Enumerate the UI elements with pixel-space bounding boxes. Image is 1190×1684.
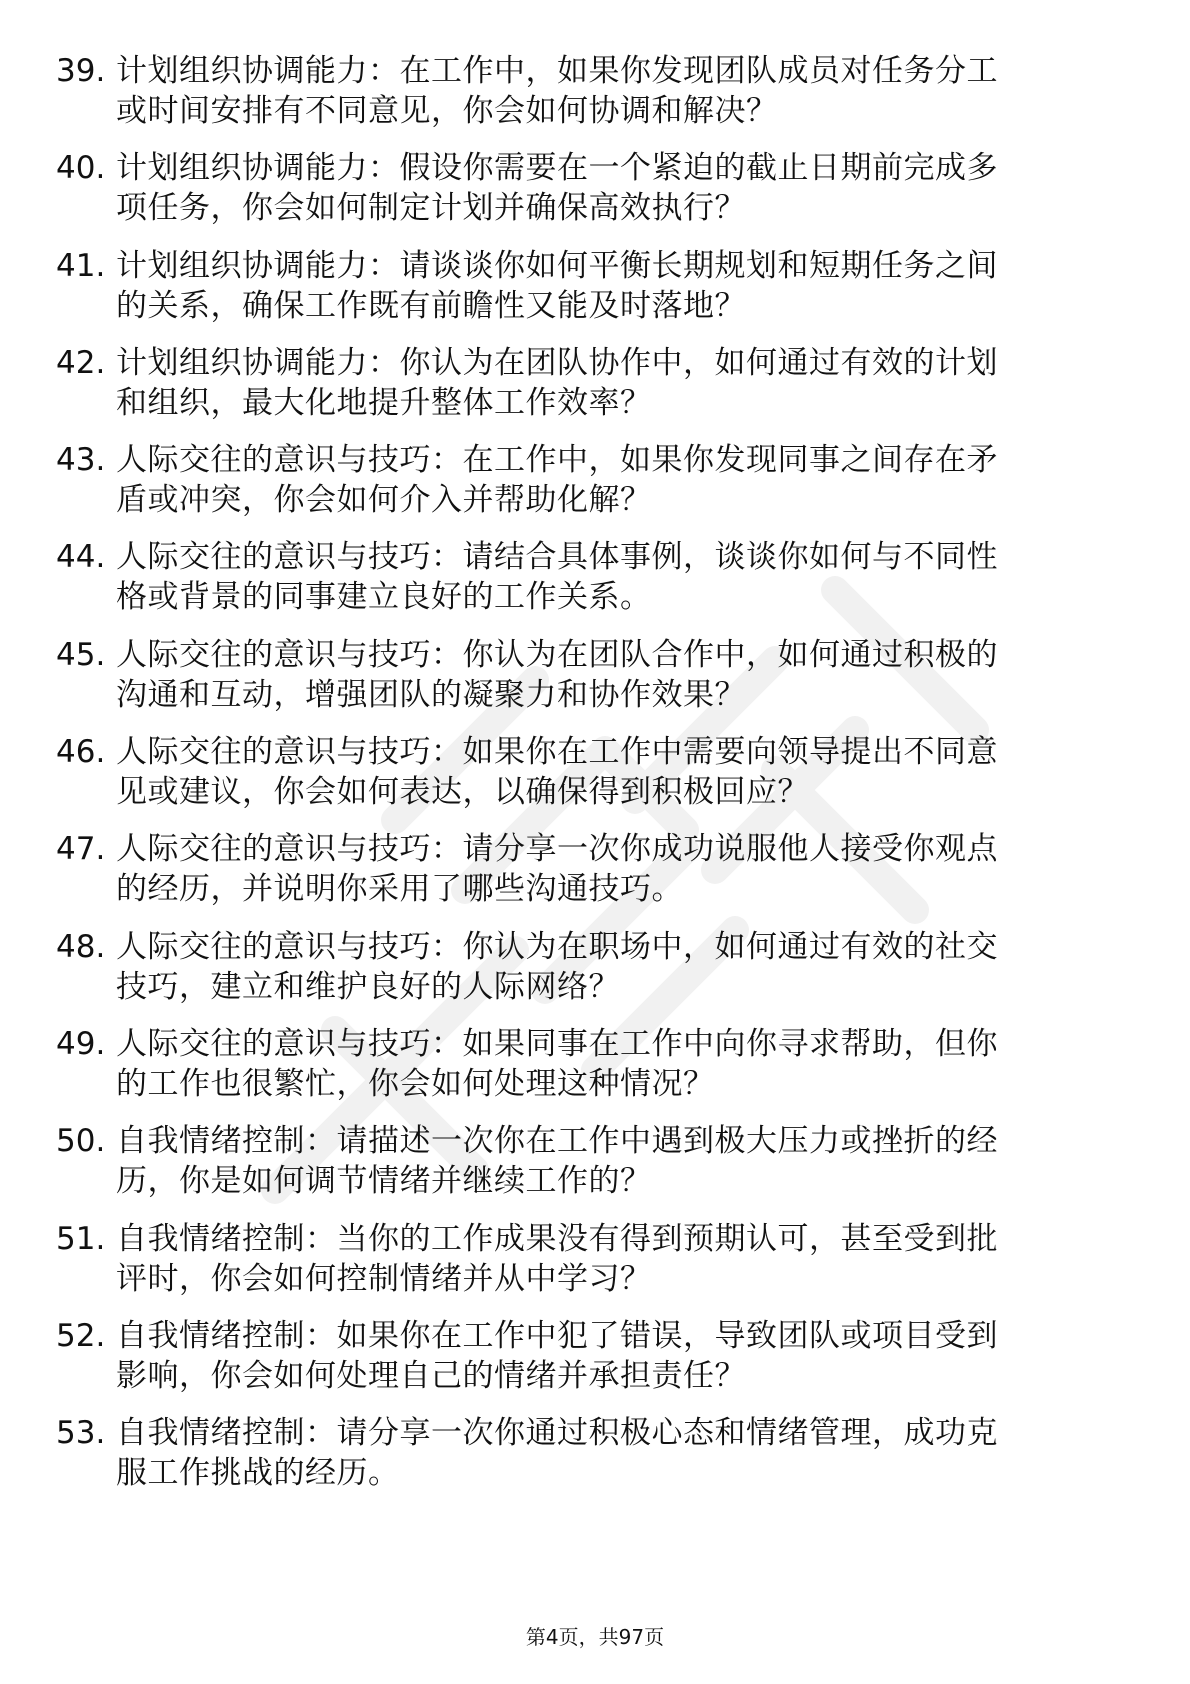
- question-text: 自我情绪控制：如果你在工作中犯了错误，导致团队或项目受到 影响，你会如何处理自己的情绪并承担责任？: [116, 1317, 998, 1394]
- question-text: 人际交往的意识与技巧：在工作中，如果你发现同事之间存在矛 盾或冲突，你会如何介入并帮助化解？: [116, 442, 998, 519]
- question-number: 49.: [56, 1025, 106, 1062]
- question-text: 人际交往的意识与技巧：你认为在职场中，如何通过有效的社交 技巧，建立和维护良好的人际网络？: [116, 928, 998, 1005]
- question-number: 52.: [56, 1317, 106, 1354]
- question-list: [0, 45, 1190, 1504]
- question-number: 43.: [56, 442, 106, 479]
- question-number: 41.: [56, 247, 106, 284]
- question-text: 人际交往的意识与技巧：如果你在工作中需要向领导提出不同意 见或建议，你会如何表达，以确保得到积极回应？: [116, 734, 998, 811]
- question-text: 人际交往的意识与技巧：请结合具体事例，谈谈你如何与不同性 格或背景的同事建立良好的工作关系。: [116, 539, 998, 616]
- question-text: 人际交往的意识与技巧：你认为在团队合作中，如何通过积极的 沟通和互动，增强团队的凝聚力和协作效果？: [116, 636, 998, 713]
- question-number: 46.: [56, 734, 106, 771]
- question-item: [0, 1213, 1190, 1310]
- question-text: 计划组织协调能力：请谈谈你如何平衡长期规划和短期任务之间 的关系，确保工作既有前瞻性又能及时落地？: [116, 247, 998, 324]
- question-text: 人际交往的意识与技巧：如果同事在工作中向你寻求帮助，但你 的工作也很繁忙，你会如何处理这种情况？: [116, 1025, 998, 1102]
- question-text: 人际交往的意识与技巧：请分享一次你成功说服他人接受你观点 的经历，并说明你采用了哪些沟通技巧。: [116, 831, 998, 908]
- question-item: [0, 1115, 1190, 1212]
- question-number: 40.: [56, 150, 106, 187]
- question-number: 48.: [56, 928, 106, 965]
- question-item: [0, 1018, 1190, 1115]
- question-text: 计划组织协调能力：你认为在团队协作中，如何通过有效的计划 和组织，最大化地提升整体工作效率？: [116, 344, 998, 421]
- question-item: [0, 726, 1190, 823]
- question-number: 47.: [56, 831, 106, 868]
- question-item: [0, 142, 1190, 239]
- question-text: 自我情绪控制：请分享一次你通过积极心态和情绪管理，成功克 服工作挑战的经历。: [116, 1415, 998, 1492]
- question-item: [0, 921, 1190, 1018]
- question-item: [0, 434, 1190, 531]
- question-text: 自我情绪控制：当你的工作成果没有得到预期认可，甚至受到批 评时，你会如何控制情绪并从中学习？: [116, 1220, 998, 1297]
- question-item: [0, 45, 1190, 142]
- question-text: 自我情绪控制：请描述一次你在工作中遇到极大压力或挫折的经 历，你是如何调节情绪并继续工作的？: [116, 1123, 998, 1200]
- question-item: [0, 240, 1190, 337]
- question-item: [0, 629, 1190, 726]
- question-number: 53.: [56, 1415, 106, 1452]
- question-number: 51.: [56, 1220, 106, 1257]
- question-number: 45.: [56, 636, 106, 673]
- question-item: [0, 337, 1190, 434]
- question-text: 计划组织协调能力：在工作中，如果你发现团队成员对任务分工 或时间安排有不同意见，你会如何协调和解决？: [116, 53, 998, 129]
- page-footer: 第4页，共97页: [525, 1625, 665, 1649]
- question-number: 42.: [56, 344, 106, 381]
- question-number: 50.: [56, 1123, 106, 1160]
- question-item: [0, 823, 1190, 920]
- question-number: 44.: [56, 539, 106, 576]
- question-item: [0, 531, 1190, 628]
- question-text: 计划组织协调能力：假设你需要在一个紧迫的截止日期前完成多 项任务，你会如何制定计划并确保高效执行？: [116, 150, 998, 227]
- question-item: [0, 1407, 1190, 1504]
- question-number: 39.: [56, 53, 106, 89]
- question-item: [0, 1310, 1190, 1407]
